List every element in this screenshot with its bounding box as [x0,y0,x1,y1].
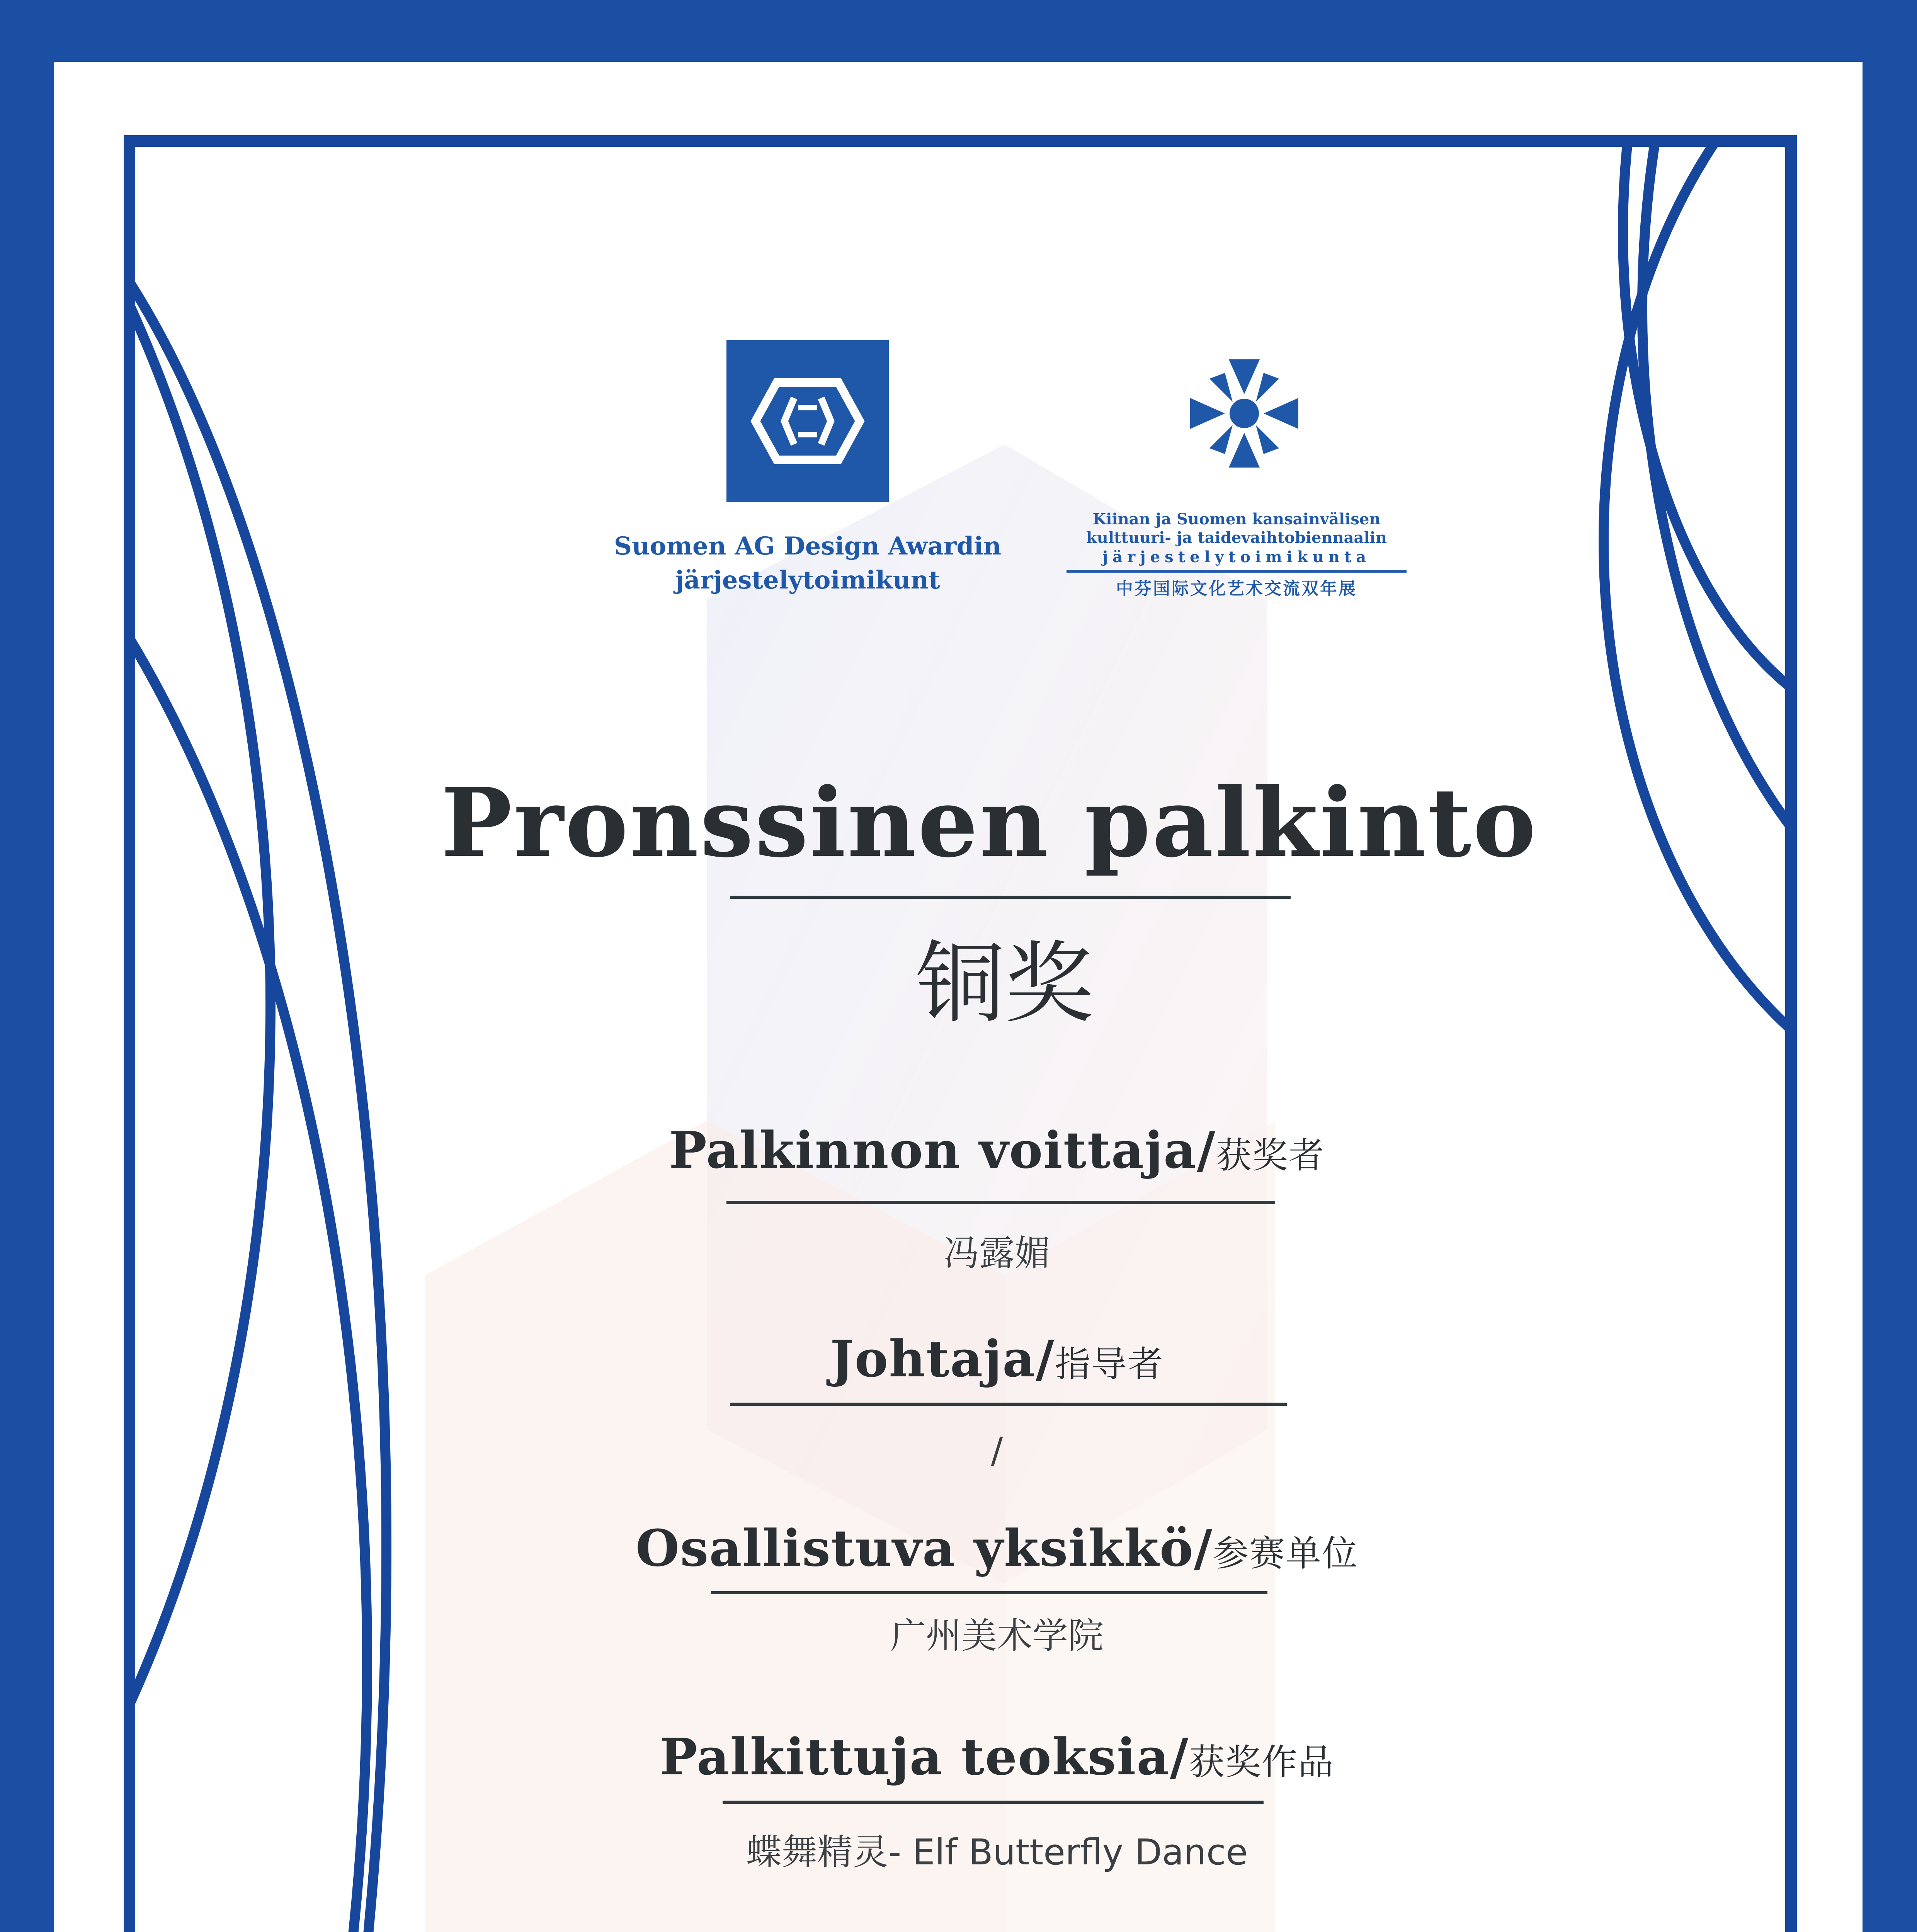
works-rule [723,1801,1264,1804]
right-logo-caption-line2: kulttuuri- ja taidevaihtobiennaalin [1086,529,1387,547]
winner-rule [726,1201,1275,1204]
left-logo-caption-line1: Suomen AG Design Awardin [614,532,1002,561]
winner-value: 冯露媚 [943,1233,1050,1274]
works-label: Palkittuja teoksia/ [659,1727,1189,1786]
supervisor-label: Johtaja/ [830,1329,1055,1388]
right-logo-rule [1067,570,1407,573]
unit-label: Osallistuva yksikkö/ [635,1519,1213,1578]
supervisor-rule [730,1403,1287,1406]
title-rule [730,896,1291,899]
award-title-cn: 铜奖 [915,932,1094,1036]
works-value: 蝶舞精灵- Elf Butterfly Dance [746,1832,1248,1873]
snowflake-icon [1167,336,1322,491]
ag-logo-icon [726,340,889,502]
winner-label: Palkinnon voittaja/ [669,1121,1216,1180]
right-logo-caption-cn: 中芬国际文化艺术交流双年展 [1116,579,1357,599]
unit-value: 广州美术学院 [890,1615,1104,1656]
right-logo-caption-line3: järjestelytoimikunta [1102,548,1371,566]
ag-design-logo [726,340,889,502]
award-title: Pronssinen palkinto [441,767,1538,878]
works-label-cn: 获奖作品 [1189,1742,1335,1783]
winner-label-cn: 获奖者 [1216,1135,1325,1176]
right-logo-caption-line1: Kiinan ja Suomen kansainvälisen [1092,510,1381,528]
supervisor-label-cn: 指导者 [1055,1344,1164,1385]
unit-rule [711,1591,1267,1594]
biennale-snowflake-logo [1167,336,1322,491]
left-logo-caption-line2: järjestelytoimikunt [675,566,940,595]
supervisor-value: / [991,1430,1003,1471]
unit-label-cn: 参赛单位 [1213,1533,1359,1574]
